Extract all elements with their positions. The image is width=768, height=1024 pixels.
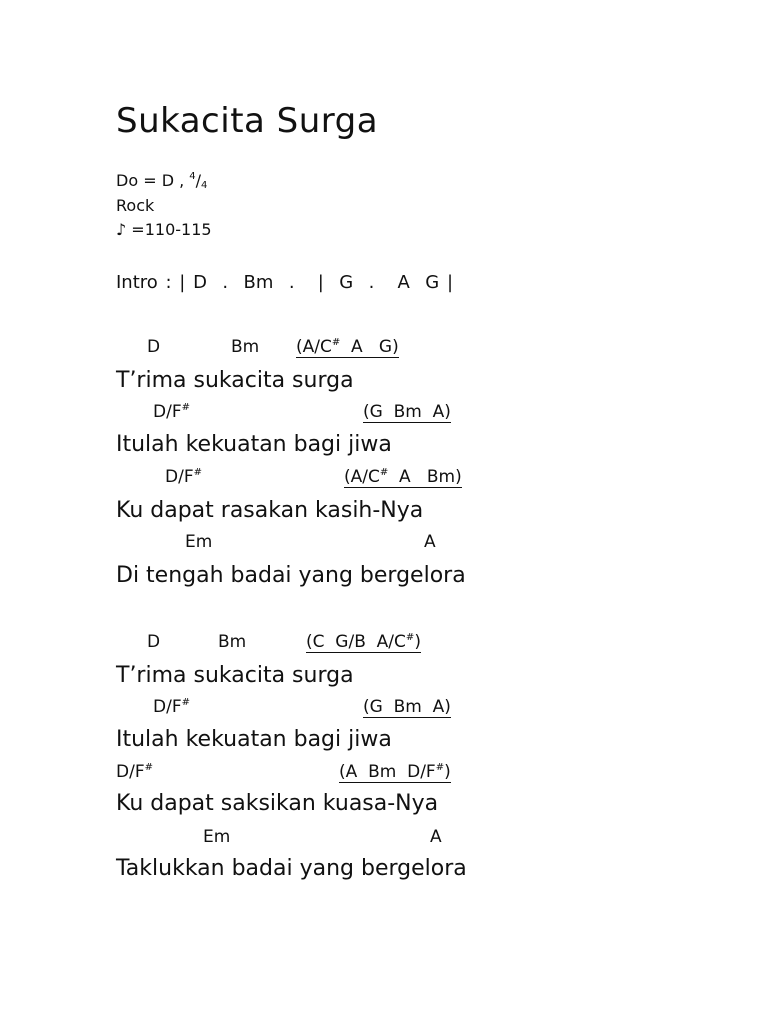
chord: D/F# xyxy=(153,402,190,422)
chord: A xyxy=(424,532,436,552)
lyric-line: T’rima sukacita surga xyxy=(116,663,354,688)
chord: D/F# xyxy=(153,697,190,717)
chord: D xyxy=(147,632,161,652)
chord-group: (C G/B A/C#) xyxy=(306,632,421,652)
chord-group: (A Bm D/F#) xyxy=(339,762,451,782)
lyric-line: Ku dapat saksikan kuasa-Nya xyxy=(116,791,439,816)
chord: Bm xyxy=(231,337,260,357)
time-sig-numerator: 4 xyxy=(189,171,196,182)
chord: D xyxy=(147,337,161,357)
chord: Em xyxy=(185,532,213,552)
chord-group: (A/C# A G) xyxy=(296,337,399,357)
lyric-line: Taklukkan badai yang bergelora xyxy=(116,856,467,881)
chord: Em xyxy=(203,827,231,847)
lyric-line: Itulah kekuatan bagi jiwa xyxy=(116,727,392,752)
song-title: Sukacita Surga xyxy=(116,101,379,141)
chord-group: (G Bm A) xyxy=(363,697,451,717)
key: Do = D , xyxy=(116,171,185,190)
chord: Bm xyxy=(218,632,247,652)
chord: A xyxy=(430,827,442,847)
key-time-signature: Do = D , $^4/_4$ xyxy=(116,171,208,191)
lyric-line: Itulah kekuatan bagi jiwa xyxy=(116,432,392,457)
lyric-line: T’rima sukacita surga xyxy=(116,368,354,393)
time-sig-denominator: 4 xyxy=(201,180,208,191)
chord: D/F# xyxy=(165,467,202,487)
chord-group: (G Bm A) xyxy=(363,402,451,422)
intro-chords: Intro : | D . Bm . | G . A G | xyxy=(116,272,454,293)
style: Rock xyxy=(116,196,155,215)
tempo: ♪ =110-115 xyxy=(116,220,212,239)
lyric-line: Di tengah badai yang bergelora xyxy=(116,563,466,588)
chord: D/F# xyxy=(116,762,153,782)
chord-group: (A/C# A Bm) xyxy=(344,467,462,487)
lyric-line: Ku dapat rasakan kasih-Nya xyxy=(116,498,424,523)
